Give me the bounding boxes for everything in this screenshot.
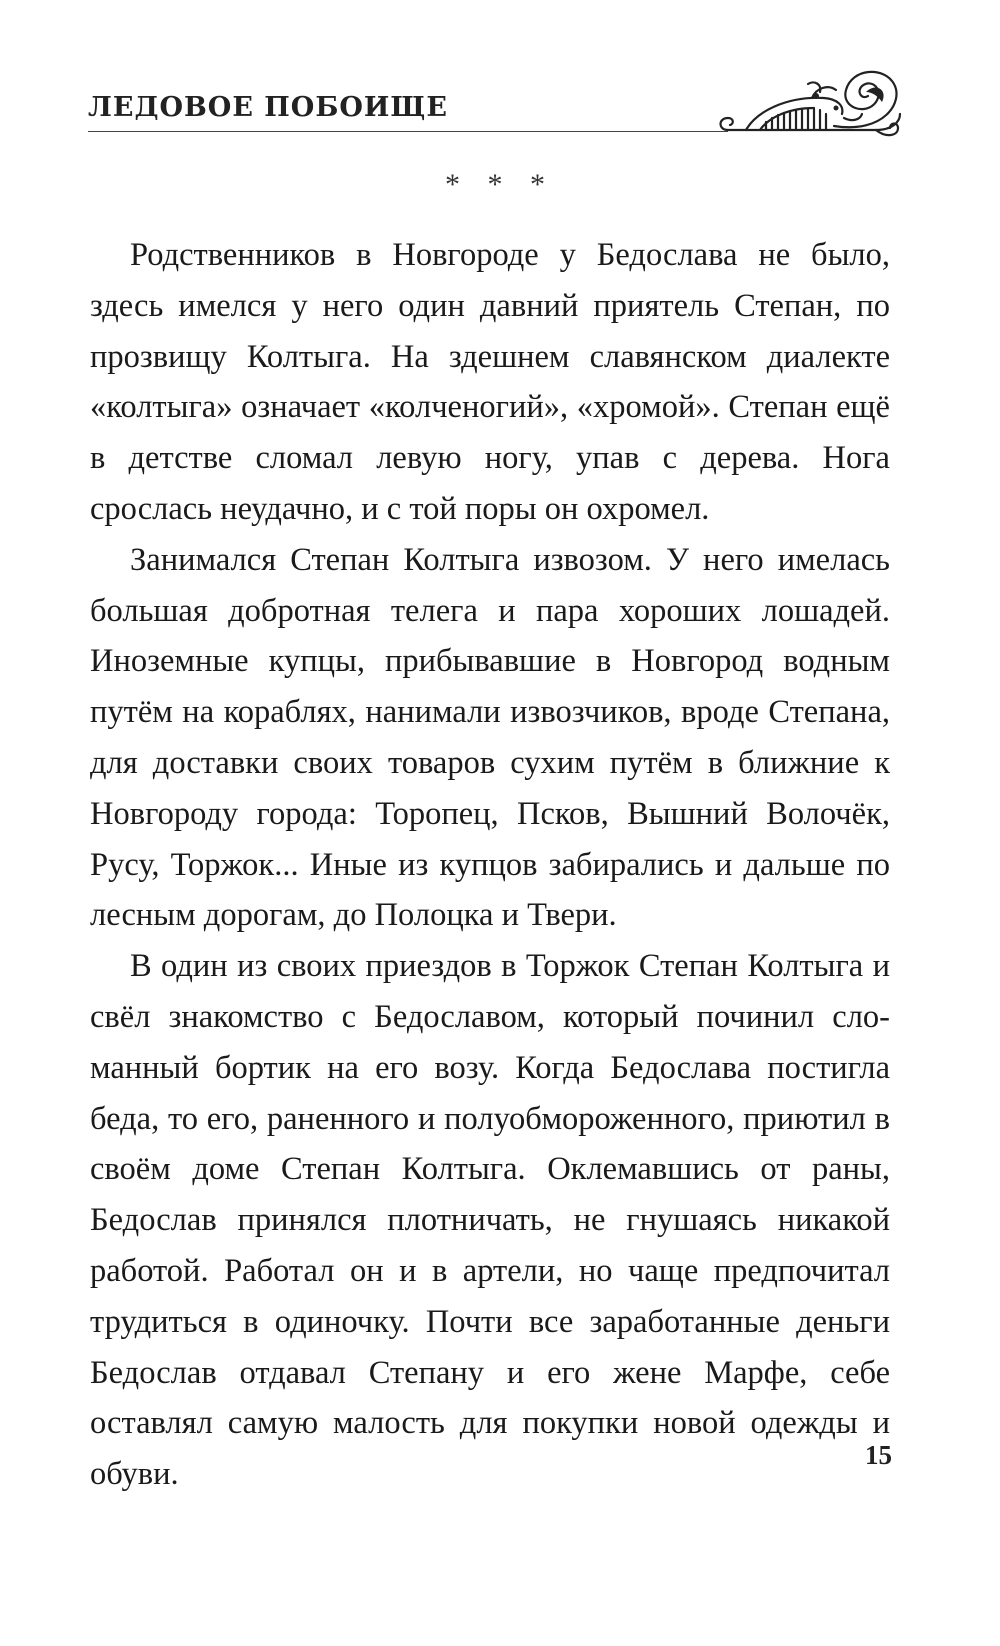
paragraph-1: Родственников в Новгороде у Бедослава не было, здесь имелся у него один давний приятель Степан, по прозвищу Колтыга. На здешнем славянском диалекте «колтыга» означает «колченогий», «хромой». Степан ещё в детстве сломал левую ногу, упав с дерева. Нога срослась неудачно, и с той поры он охромел. <box>90 237 890 527</box>
paragraph-2: Занимался Степан Колтыга извозом. У него имелась большая добротная телега и пара хороших лошадей. Иноземные купцы, прибывавшие в Новгород водным путём на кораблях, нанимали извозчиков, вроде Степана, для доставки своих товаров сухим путём в ближние к Новгороду города: Торопец, Псков, Вышний Волочёк, Русу, Торжок... Иные из купцов забирались и дальше по лесным дорогам, до Полоцка и Твери. <box>90 541 890 934</box>
header-rule <box>88 131 728 132</box>
running-header-title: ЛЕДОВОЕ ПОБОИЩЕ <box>88 92 448 123</box>
section-separator: * * * <box>445 168 555 201</box>
page-number: 15 <box>865 1440 892 1470</box>
paragraph-3: В один из своих приездов в Торжок Степан Колтыга и свёл знакомство с Бедославом, который починил сломанный бортик на его возу. Когда Бедослава постигла беда, то его, раненного и полуобмороженного, приютил в своём доме Степан Колтыга. Оклемавшись от раны, Бедослав принялся плотничать, не гнушаясь никакой работой. Работал он и в артели, но чаще предпочитал трудиться в одиночку. Почти все заработанные деньги Бедослав отдавал Степану и его жене Марфе, себе оставлял самую малость для покупки новой одежды и обуви. <box>90 948 890 1493</box>
decorative-ornament-icon <box>716 62 906 144</box>
body-text <box>90 230 890 1500</box>
